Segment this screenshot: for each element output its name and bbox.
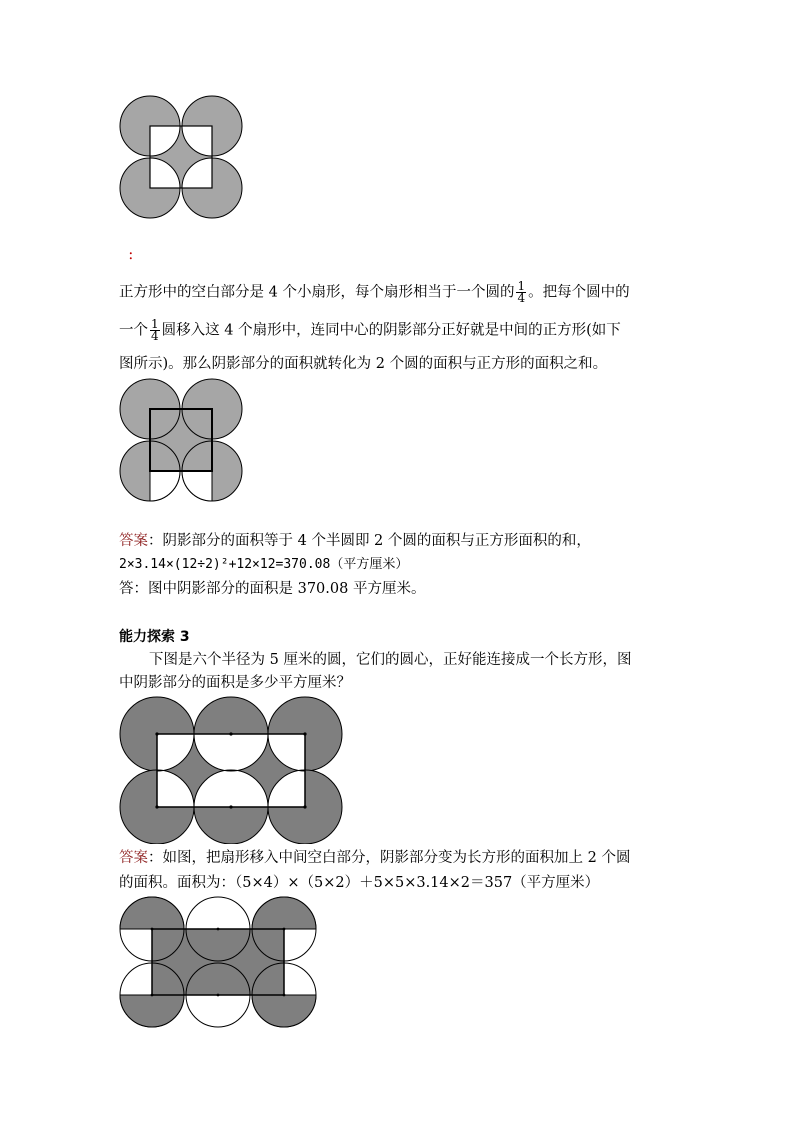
problem-line-1: 下图是六个半径为 5 厘米的圆，它们的圆心，正好能连接成一个长方形，图 bbox=[149, 652, 632, 668]
explain-text-1a: 正方形中的空白部分是 4 个小扇形，每个扇形相当于一个圆的 bbox=[119, 284, 515, 301]
answer-label: 答案 bbox=[119, 533, 148, 549]
answer1-text: ：阴影部分的面积等于 4 个半圆即 2 个圆的面积与正方形面积的和， bbox=[148, 533, 591, 549]
answer2-line-2: 的面积。面积为：（5×4）×（5×2）＋5×5×3.14×2＝357（平方厘米） bbox=[119, 875, 600, 891]
figure-six-circles bbox=[118, 696, 348, 844]
explain-text-1b: 。把每个圆中的 bbox=[528, 284, 630, 301]
answer2-label: 答案 bbox=[119, 850, 148, 866]
explain-line-1 bbox=[119, 281, 630, 304]
fraction-denominator: 4 bbox=[151, 329, 159, 343]
answer2-text-1: ：如图，把扇形移入中间空白部分，阴影部分变为长方形的面积加上 2 个圆 bbox=[148, 850, 631, 866]
colon-marker: ： bbox=[128, 248, 141, 262]
fraction-denominator: 4 bbox=[517, 291, 526, 305]
fraction-one-quarter-2 bbox=[150, 319, 160, 342]
section-heading: 能力探索 3 bbox=[119, 629, 190, 645]
fraction-one-quarter bbox=[516, 281, 526, 304]
answer2-line-1 bbox=[119, 848, 630, 868]
explain-text-2a: 一个 bbox=[119, 322, 148, 339]
explain-line-3: 图所示)。那么阴影部分的面积就转化为 2 个圆的面积与正方形的面积之和。 bbox=[119, 356, 608, 372]
figure-four-circles-transformed bbox=[118, 378, 246, 504]
figure-six-circles-transformed bbox=[118, 896, 322, 1028]
fraction-numerator: 1 bbox=[151, 317, 159, 331]
answer1-line bbox=[119, 531, 591, 551]
problem-line-2: 中阴影部分的面积是多少平方厘米？ bbox=[119, 675, 351, 691]
fraction-numerator: 1 bbox=[517, 279, 526, 293]
answer1-formula: 2×3.14×(12÷2)²+12×12=370.08（平方厘米） bbox=[119, 557, 409, 572]
explain-line-2 bbox=[119, 319, 621, 342]
answer1-final: 答：图中阴影部分的面积是 370.08 平方厘米。 bbox=[119, 581, 426, 597]
figure-four-circles bbox=[118, 95, 246, 221]
explain-text-2b: 圆移入这 4 个扇形中，连同中心的阴影部分正好就是中间的正方形(如下 bbox=[161, 322, 621, 339]
